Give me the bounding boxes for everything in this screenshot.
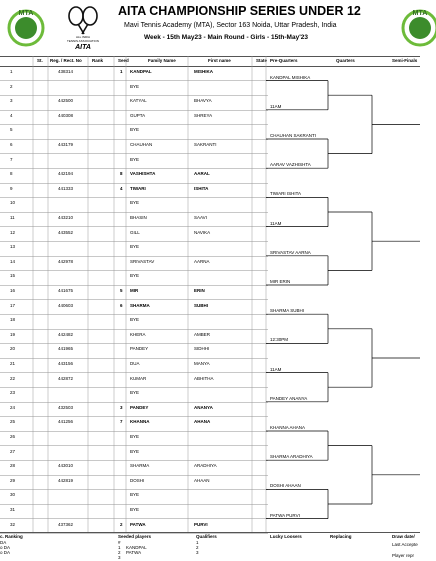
reg-number: 442482 <box>58 331 74 337</box>
pre-quarter-entry: MIR ERIN <box>270 279 291 284</box>
draw-position: 17 <box>10 302 16 308</box>
table-row <box>0 241 268 256</box>
table-row <box>0 110 268 125</box>
pre-quarter-entry: 12:30PM <box>270 337 289 343</box>
first-name: SAAVI <box>194 215 207 220</box>
footer-qualifier-number: 1 <box>196 540 199 545</box>
draw-position: 24 <box>10 404 16 410</box>
footer-seeded: Seeded players <box>118 534 152 539</box>
seed-number: 2 <box>120 521 123 527</box>
family-name: BYE <box>130 127 140 133</box>
pre-quarter-entry: SHARMA ARADHIYA <box>270 454 313 460</box>
reg-number: 440603 <box>58 302 74 308</box>
draw-position: 21 <box>10 361 16 366</box>
footer-last-accepted: Last Accepte <box>392 542 418 547</box>
table-row <box>0 475 268 490</box>
draw-position: 30 <box>10 492 16 498</box>
first-name: SHREYA <box>194 112 213 118</box>
footer-seed-number: 1 <box>118 545 121 550</box>
family-name: BYE <box>130 492 140 498</box>
col-family: Family Name <box>148 58 176 63</box>
reg-number: 441675 <box>58 288 74 293</box>
first-name: BHAVYA <box>194 98 212 104</box>
draw-position: 22 <box>10 375 16 381</box>
footer-lucky: Lucky Loosers <box>270 534 302 539</box>
first-name: ISHITA <box>194 185 209 191</box>
reg-number: 438314 <box>58 69 74 74</box>
first-name: AHANA <box>194 419 211 425</box>
table-row <box>0 373 268 388</box>
footer-replacing: Replacing <box>330 534 352 539</box>
draw-position: 32 <box>10 521 16 527</box>
table-row <box>0 139 268 154</box>
col-pre-quarters: Pre-Quarters <box>270 58 298 63</box>
venue-line: Mavi Tennis Academy (MTA), Sector 163 Noida, Uttar Pradesh, India <box>124 22 337 29</box>
reg-number: 441965 <box>58 346 74 352</box>
reg-number: 441256 <box>58 419 74 425</box>
header <box>0 0 428 56</box>
first-name: AMBER <box>194 331 211 337</box>
col-quarters: Quarters <box>336 58 355 63</box>
family-name: SRIVASTAV <box>130 258 155 264</box>
table-row <box>0 358 268 373</box>
seed-number: 6 <box>120 302 123 308</box>
family-name: TIWARI <box>130 185 146 191</box>
table-row <box>0 387 268 402</box>
draw-position: 12 <box>10 229 16 235</box>
seed-number: 1 <box>120 69 123 74</box>
reg-number: 442194 <box>58 171 74 177</box>
seed-number: 3 <box>120 404 123 410</box>
footer-seed-name: KANDPAL <box>126 545 147 550</box>
family-name: BYE <box>130 507 140 512</box>
table-row <box>0 256 268 271</box>
table-row <box>0 81 268 96</box>
col-st: St. <box>37 58 43 63</box>
table-row <box>0 212 268 227</box>
draw-position: 25 <box>10 419 16 425</box>
reg-number: 442500 <box>58 98 74 104</box>
first-name: NAVIKA <box>194 229 211 235</box>
table-row <box>0 489 268 504</box>
table-row <box>0 270 268 285</box>
draw-position: 23 <box>10 390 16 396</box>
family-name: BYE <box>130 390 140 396</box>
family-name: PANDEY <box>130 346 149 352</box>
footer-ranking: c. Ranking <box>0 534 23 539</box>
family-name: SHARMA <box>130 302 150 308</box>
draw-position: 14 <box>10 258 16 264</box>
aita-logo <box>62 4 104 50</box>
seed-number: 8 <box>120 171 123 177</box>
family-name: BYE <box>130 156 140 162</box>
draw-position: 31 <box>10 507 16 512</box>
col-rank: Rank <box>92 58 104 63</box>
pre-quarter-entry: KANDPAL MISHIKA <box>270 74 311 80</box>
mta-logo-left <box>4 4 48 48</box>
first-name: ARADHIYA <box>194 463 217 469</box>
first-name: ERIN <box>194 288 205 293</box>
week-line: Week - 15th May23 - Main Round - Girls - 15th-May'23 <box>144 34 308 41</box>
pre-quarter-entry: 11AM <box>270 366 282 372</box>
col-first: First name <box>208 58 231 63</box>
first-name: ANANYA <box>194 404 213 410</box>
draw-position: 16 <box>10 288 16 293</box>
col-state: State <box>256 58 268 63</box>
col-seed: Seed <box>118 58 129 63</box>
svg-text:AITA: AITA <box>75 44 91 51</box>
table-row <box>0 183 268 198</box>
first-name: SUBHI <box>194 302 209 308</box>
table-row <box>0 431 268 446</box>
footer-ranking-row: o DA <box>0 550 11 555</box>
col-reg: Reg. / Rect. No <box>50 58 82 63</box>
family-name: BYE <box>130 273 140 279</box>
reg-number: 442819 <box>58 477 74 483</box>
table-row <box>0 95 268 110</box>
reg-number: 441333 <box>58 185 74 191</box>
draw-position: 7 <box>10 156 13 162</box>
reg-number: 443010 <box>58 463 74 469</box>
table-row <box>0 329 268 344</box>
family-name: BYE <box>130 317 140 323</box>
table-row <box>0 197 268 212</box>
pre-quarter-entry: PATWA PURVI <box>270 512 300 518</box>
first-name: SIDHHI <box>194 346 210 352</box>
family-name: KANDPAL <box>130 69 152 74</box>
footer-qualifier-number: 3 <box>196 550 199 555</box>
svg-text:ALL INDIA: ALL INDIA <box>75 35 91 39</box>
family-name: DOSHI <box>130 477 145 483</box>
reg-number: 443179 <box>58 142 74 147</box>
family-name: BYE <box>130 244 140 250</box>
footer-ranking-row: o DA <box>0 545 11 550</box>
draw-position: 13 <box>10 244 16 250</box>
family-name: VASHISHTA <box>130 171 156 177</box>
pre-quarter-entry: CHAUHAN SAKRANTI <box>270 133 317 138</box>
pre-quarter-entry: 11AM <box>270 220 282 226</box>
table-row <box>0 343 268 358</box>
family-name: BYE <box>130 434 140 439</box>
draw-position: 29 <box>10 477 16 483</box>
reg-number: 443552 <box>58 229 74 235</box>
first-name: AHAAN <box>194 477 210 483</box>
family-name: KHANNA <box>130 419 150 425</box>
table-row <box>0 227 268 242</box>
draw-position: 18 <box>10 317 16 323</box>
pre-quarter-entry: TIWARI ISHITA <box>270 191 301 197</box>
reg-number: 437362 <box>58 521 74 527</box>
family-name: KUMAR <box>130 375 147 381</box>
col-semis: Semi-Finals <box>392 58 418 63</box>
draw-position: 6 <box>10 142 13 147</box>
table-row <box>0 168 268 183</box>
family-name: BYE <box>130 83 140 89</box>
family-name: MIR <box>130 288 139 293</box>
pre-quarter-entry: AARAV VAZHISHTA <box>270 162 311 168</box>
first-name: AARAL <box>194 171 210 177</box>
footer-seed-number: # <box>118 540 121 545</box>
reg-number: 440308 <box>58 112 74 118</box>
footer-table <box>0 532 420 561</box>
family-name: CHAUHAN <box>130 142 153 147</box>
table-row <box>0 285 268 300</box>
draw-position: 8 <box>10 171 13 177</box>
mta-logo-right <box>396 4 436 48</box>
draw-position: 11 <box>10 215 15 220</box>
family-name: SHARMA <box>130 463 150 469</box>
family-name: KATYAL <box>130 98 147 104</box>
reg-number: 442872 <box>58 375 74 381</box>
pre-quarter-entry: SRIVASTAV AARNA <box>270 249 311 255</box>
table-row <box>0 402 268 417</box>
family-name: BYE <box>130 200 140 206</box>
table-row <box>0 416 268 431</box>
pre-quarter-entry: KHANNA AHANA <box>270 425 306 430</box>
first-name: MANYA <box>194 361 210 366</box>
footer-seed-number: 2 <box>118 550 121 555</box>
first-name: MISHIKA <box>194 69 213 74</box>
footer-seed-name: PATWA <box>126 550 142 555</box>
family-name: GILL <box>130 229 140 235</box>
table-row <box>0 504 268 519</box>
family-name: PANDEY <box>130 404 149 410</box>
reg-number: 443156 <box>58 361 74 366</box>
table-row <box>0 300 268 315</box>
footer-draw-date: Draw date/ <box>392 534 415 539</box>
reg-number: 432503 <box>58 404 74 410</box>
family-name: DUA <box>130 361 140 366</box>
draw-position: 5 <box>10 127 13 133</box>
family-name: GUPTA <box>130 112 146 118</box>
draw-position: 20 <box>10 346 16 352</box>
draw-position: 2 <box>10 83 13 89</box>
draw-position: 9 <box>10 185 13 191</box>
family-name: KHERA <box>130 331 146 337</box>
pre-quarter-entry: SHARMA SUBHI <box>270 308 305 314</box>
draw-position: 28 <box>10 463 16 469</box>
draw-position: 27 <box>10 448 16 454</box>
first-name: AARNA <box>194 258 210 264</box>
table-row <box>0 124 268 139</box>
pre-quarter-entry: DOSHI AHAAN <box>270 483 301 489</box>
footer-ranking-row: DA <box>0 540 7 545</box>
footer-qualifiers: Qualifiers <box>196 534 217 539</box>
reg-number: 443210 <box>58 215 74 220</box>
first-name: PURVI <box>194 521 208 527</box>
pre-quarter-entry: 11AM <box>270 103 282 109</box>
footer-player-rep: Player repr <box>392 553 415 558</box>
seed-number: 5 <box>120 288 123 293</box>
first-name: ABHITHA <box>194 375 214 381</box>
seed-number: 4 <box>120 185 123 191</box>
family-name: BYE <box>130 448 140 454</box>
seed-number: 7 <box>120 419 123 425</box>
table-row <box>0 154 268 169</box>
reg-number: 442978 <box>58 258 74 264</box>
draw-position: 19 <box>10 331 16 337</box>
table-row <box>0 446 268 461</box>
svg-text:TENNIS ASSOCIATION: TENNIS ASSOCIATION <box>67 39 99 43</box>
draw-position: 4 <box>10 112 13 118</box>
table-row <box>0 460 268 475</box>
draw-position: 10 <box>10 200 16 206</box>
footer-seed-number: 3 <box>118 555 121 560</box>
draw-position: 1 <box>10 69 13 74</box>
draw-position: 26 <box>10 434 16 439</box>
page-title: AITA CHAMPIONSHIP SERIES UNDER 12 <box>118 4 361 18</box>
first-name: SAKRANTI <box>194 142 217 147</box>
svg-text:MTA: MTA <box>18 10 34 17</box>
pre-quarter-entry: PANDEY ANANYA <box>270 395 308 401</box>
table-row <box>0 314 268 329</box>
footer-qualifier-number: 2 <box>196 545 199 550</box>
draw-position: 3 <box>10 98 13 104</box>
family-name: PATWA <box>130 521 146 527</box>
family-name: BHASIN <box>130 215 147 220</box>
table-row <box>0 66 268 81</box>
svg-text:MTA: MTA <box>412 10 428 17</box>
draw-position: 15 <box>10 273 16 279</box>
